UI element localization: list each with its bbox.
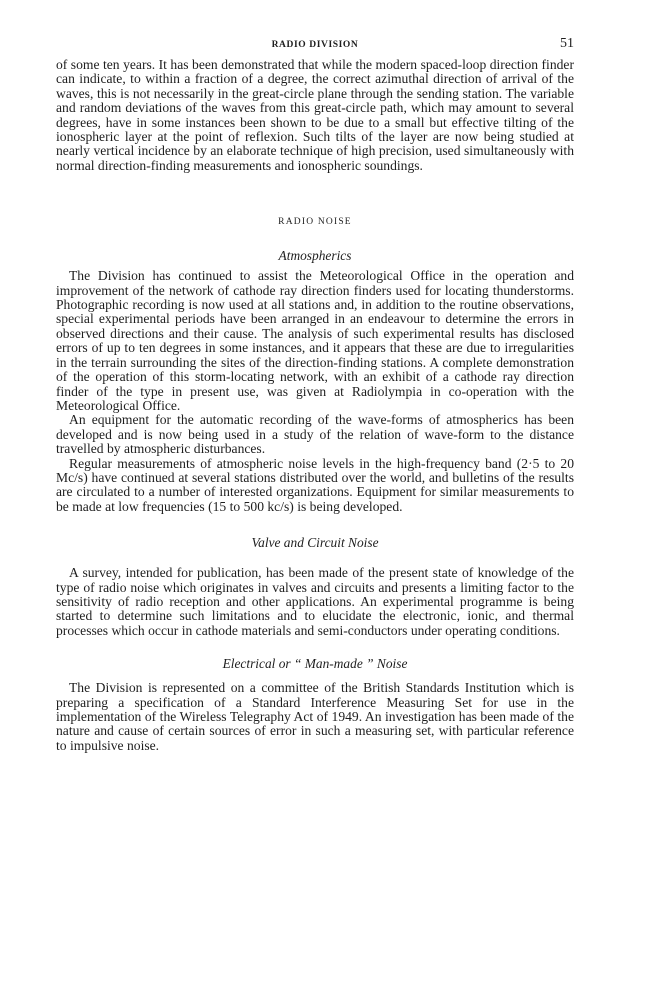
valve-noise-paragraph: A survey, intended for publication, has been made of the present state of knowledge of the type of radio noise which originates in valves and circuits and presents a limiting factor to the sensitivity of radio reception and other applications. An experimental programme is being started to determine such limitations and to elucidate the electronic, ionic, and thermal processes which occur in cathode materials and semi-conductors under operating conditions. [56, 565, 574, 638]
atmospherics-heading: Atmospherics [278, 248, 352, 264]
page-header [56, 36, 574, 58]
intro-paragraph: of some ten years. It has been demonstrated that while the modern spaced-loop direction finder can indicate, to within a fraction of a degree, the correct azimuthal direction of arrival of the waves, this is not necessarily in the great-circle plane through the sending station. The variable and random deviations of the waves from this great-circle path, which may amount to several degrees, have in some instances been shown to be due to a small but effective tilting of the ionospheric layer at the point of reflexion. Such tilts of the layer are now being studied at nearly vertical incidence by an elaborate technique of high precision, used simultaneously with normal direction-finding measurements and ionospheric soundings. [56, 57, 574, 173]
electrical-noise-heading: Electrical or “ Man-made ” Noise [222, 656, 408, 672]
page-number: 51 [560, 36, 574, 51]
document-page [56, 36, 574, 753]
running-head: RADIO DIVISION [271, 40, 359, 50]
valve-noise-heading: Valve and Circuit Noise [251, 535, 379, 551]
electrical-noise-paragraph: The Division is represented on a committee of the British Standards Institution which is preparing a specification of a Standard Interference Measuring Set for use in the implementation of the Wireless Telegraphy Act of 1949. An investigation has been made of the nature and cause of certain sources of error in such a measuring set, with particular reference to impulsive noise. [56, 680, 574, 753]
atmospherics-paragraph-1: The Division has continued to assist the Meteorological Office in the operation and improvement of the network of cathode ray direction finders used for locating thunderstorms. Photographic recording is now used at all stations and, in addition to the routine observations, special experimental periods have been arranged in an endeavour to determine the errors in observed directions and their cause. The analysis of such experimental results has disclosed errors of up to ten degrees in some instances, and it appears that these are due to irregularities in the terrain surrounding the sites of the direction-finding stations. A complete demonstration of the operation of this storm-locating network, with an exhibit of a cathode ray direction finder of the type in present use, was given at Radiolympia in co-operation with the Meteorological Office. [56, 268, 574, 413]
section-title: RADIO NOISE [278, 217, 352, 228]
atmospherics-paragraph-2: An equipment for the automatic recording of the wave-forms of atmospherics has been developed and is now being used in a study of the relation of wave-form to the distance travelled by atmospheric disturbances. [56, 412, 574, 457]
atmospherics-paragraph-3: Regular measurements of atmospheric noise levels in the high-frequency band (2·5 to 20 Mc/s) have continued at several stations distributed over the world, and bulletins of the results are circulated to a number of interested organizations. Equipment for similar measurements to be made at low frequencies (15 to 500 kc/s) is being developed. [56, 455, 574, 514]
